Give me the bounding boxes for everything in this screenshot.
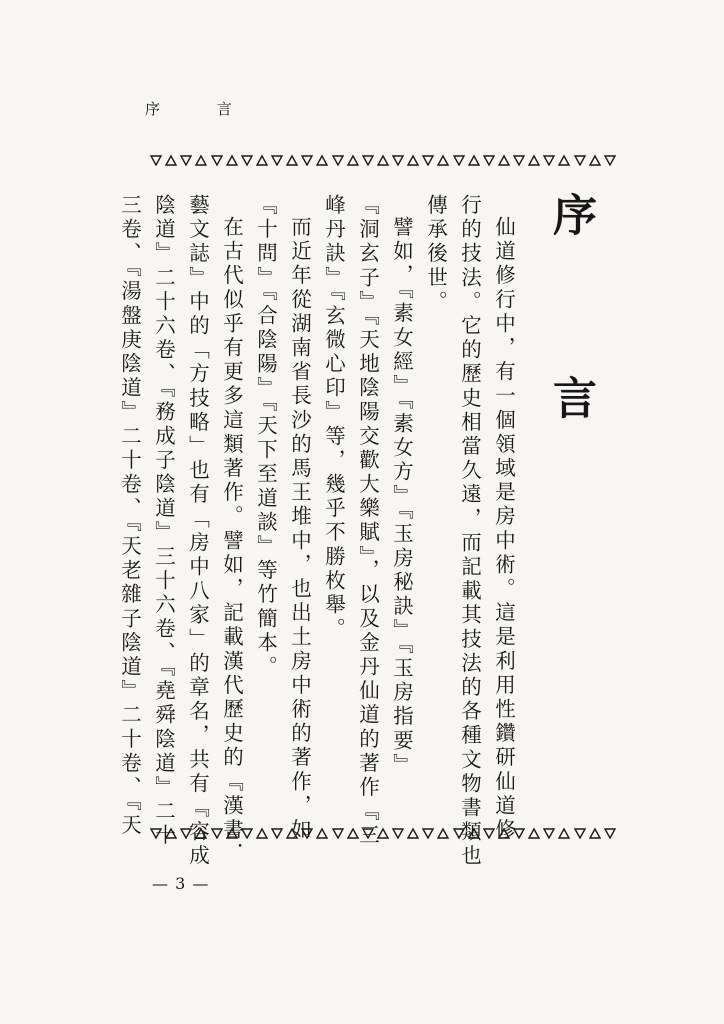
triangle-up-icon xyxy=(377,827,389,839)
triangle-up-icon xyxy=(286,154,298,166)
triangle-down-icon xyxy=(574,827,586,839)
text-column-12: 三卷、『湯盤庚陰道』二十卷、『天老雜子陰道』二十卷、『天 xyxy=(117,194,142,839)
triangle-up-icon xyxy=(528,827,540,839)
triangle-up-icon xyxy=(316,827,328,839)
triangle-up-icon xyxy=(226,154,238,166)
text-column-6: 峰丹訣』『玄微心印』等，幾乎不勝枚舉。 xyxy=(321,194,346,642)
triangle-up-icon xyxy=(437,827,449,839)
text-column-1: 仙道修行中，有一個領域是房中術。這是利用性鑽研仙道修 xyxy=(491,216,516,843)
triangle-up-icon xyxy=(407,154,419,166)
triangle-up-icon xyxy=(589,827,601,839)
chapter-title: 序 言 xyxy=(545,192,596,463)
text-column-8: 『十問』『合陰陽』『天下至道談』等竹簡本。 xyxy=(253,194,278,680)
ornament-border-bottom xyxy=(150,822,616,844)
triangle-up-icon xyxy=(468,154,480,166)
text-column-10: 藝文誌』中的「方技略」也有「房中八家」的章名，共有『容成 xyxy=(185,194,210,869)
text-column-11: 陰道』二十六卷、『務成子陰道』三十六卷、『堯舜陰道』二十 xyxy=(151,194,176,849)
triangle-down-icon xyxy=(604,154,616,166)
triangle-down-icon xyxy=(180,827,192,839)
triangle-up-icon xyxy=(165,154,177,166)
triangle-down-icon xyxy=(332,154,344,166)
triangle-down-icon xyxy=(392,827,404,839)
triangle-up-icon xyxy=(226,827,238,839)
triangle-down-icon xyxy=(453,154,465,166)
triangle-down-icon xyxy=(483,154,495,166)
triangle-down-icon xyxy=(180,154,192,166)
triangle-down-icon xyxy=(513,827,525,839)
text-column-3: 傳承後世。 xyxy=(423,194,448,315)
triangle-down-icon xyxy=(150,827,162,839)
triangle-up-icon xyxy=(256,154,268,166)
triangle-down-icon xyxy=(362,827,374,839)
triangle-down-icon xyxy=(453,827,465,839)
ornament-border-top xyxy=(150,149,616,171)
triangle-down-icon xyxy=(271,154,283,166)
page-number: — 3 — xyxy=(152,874,210,893)
triangle-down-icon xyxy=(211,827,223,839)
running-head: 序 言 xyxy=(145,100,258,118)
triangle-down-icon xyxy=(513,154,525,166)
triangle-up-icon xyxy=(407,827,419,839)
triangle-down-icon xyxy=(150,154,162,166)
triangle-up-icon xyxy=(528,154,540,166)
triangle-up-icon xyxy=(437,154,449,166)
triangle-up-icon xyxy=(558,827,570,839)
text-column-4: 譬如，『素女經』『素女方』『玉房秘訣』『玉房指要』 xyxy=(389,216,414,778)
triangle-up-icon xyxy=(558,154,570,166)
text-column-7: 而近年從湖南省長沙的馬王堆中，也出土房中術的著作，如 xyxy=(287,216,312,843)
triangle-up-icon xyxy=(286,827,298,839)
triangle-down-icon xyxy=(301,827,313,839)
triangle-up-icon xyxy=(347,154,359,166)
triangle-down-icon xyxy=(332,827,344,839)
triangle-up-icon xyxy=(498,154,510,166)
triangle-up-icon xyxy=(589,154,601,166)
triangle-down-icon xyxy=(241,154,253,166)
triangle-up-icon xyxy=(347,827,359,839)
triangle-down-icon xyxy=(422,827,434,839)
triangle-up-icon xyxy=(316,154,328,166)
triangle-up-icon xyxy=(195,154,207,166)
triangle-up-icon xyxy=(498,827,510,839)
triangle-up-icon xyxy=(377,154,389,166)
text-column-2: 行的技法。它的歷史相當久遠，而記載其技法的各種文物書類也 xyxy=(457,194,482,869)
triangle-down-icon xyxy=(483,827,495,839)
text-column-5: 『洞玄子』『天地陰陽交歡大樂賦』，以及金丹仙道的著作『三 xyxy=(355,194,380,849)
text-column-9: 在古代似乎有更多這類著作。譬如，記載漢代歷史的『漢書． xyxy=(219,216,244,867)
triangle-up-icon xyxy=(468,827,480,839)
triangle-down-icon xyxy=(362,154,374,166)
triangle-down-icon xyxy=(211,154,223,166)
triangle-down-icon xyxy=(271,827,283,839)
triangle-down-icon xyxy=(604,827,616,839)
triangle-up-icon xyxy=(165,827,177,839)
triangle-down-icon xyxy=(392,154,404,166)
triangle-down-icon xyxy=(543,154,555,166)
triangle-down-icon xyxy=(241,827,253,839)
triangle-down-icon xyxy=(543,827,555,839)
triangle-down-icon xyxy=(301,154,313,166)
triangle-up-icon xyxy=(195,827,207,839)
triangle-up-icon xyxy=(256,827,268,839)
triangle-down-icon xyxy=(422,154,434,166)
triangle-down-icon xyxy=(574,154,586,166)
